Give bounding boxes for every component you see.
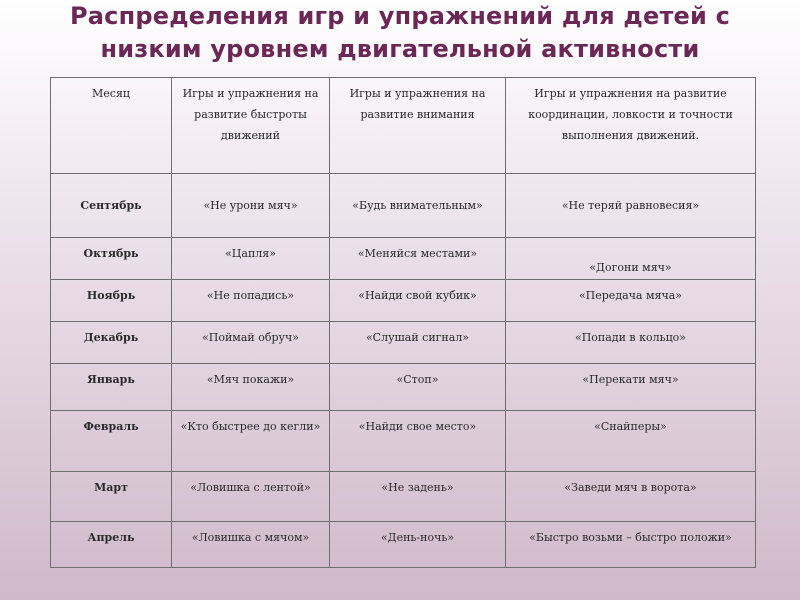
month-cell: Сентябрь: [51, 174, 172, 238]
month-cell: Январь: [51, 364, 172, 411]
attention-game-cell: «Слушай сигнал»: [330, 322, 506, 364]
coordination-game-cell: «Не теряй равновесия»: [506, 174, 756, 238]
speed-game-cell: «Поймай обруч»: [172, 322, 330, 364]
table-row: [51, 322, 756, 364]
coordination-game-cell: «Быстро возьми – быстро положи»: [506, 522, 756, 568]
month-cell: Февраль: [51, 411, 172, 472]
page-title: Распределения игр и упражнений для детей с низким уровнем двигательной активности: [69, 2, 731, 63]
table-header-row: [51, 78, 756, 174]
attention-game-cell: «Стоп»: [330, 364, 506, 411]
month-cell: Декабрь: [51, 322, 172, 364]
coordination-game-cell: «Перекати мяч»: [506, 364, 756, 411]
speed-game-cell: «Не попадись»: [172, 280, 330, 322]
speed-game-cell: «Не урони мяч»: [172, 174, 330, 238]
attention-game-cell: «Найди свое место»: [330, 411, 506, 472]
table-row: [51, 174, 756, 238]
attention-game-cell: «Меняйся местами»: [330, 238, 506, 280]
table-row: [51, 280, 756, 322]
table-row: [51, 411, 756, 472]
coordination-game-cell: «Снайперы»: [506, 411, 756, 472]
coordination-game-cell: «Догони мяч»: [506, 238, 756, 280]
coordination-game-cell: «Заведи мяч в ворота»: [506, 472, 756, 522]
month-cell: Апрель: [51, 522, 172, 568]
speed-game-cell: «Мяч покажи»: [172, 364, 330, 411]
speed-game-cell: «Ловишка с лентой»: [172, 472, 330, 522]
header-month: Месяц: [51, 78, 172, 174]
header-coordination-games: Игры и упражнения на развитие координации, ловкости и точности выполнения движений.: [506, 78, 756, 174]
speed-game-cell: «Кто быстрее до кегли»: [172, 411, 330, 472]
attention-game-cell: «Не задень»: [330, 472, 506, 522]
month-cell: Март: [51, 472, 172, 522]
coordination-game-cell: «Попади в кольцо»: [506, 322, 756, 364]
table-row: [51, 238, 756, 280]
speed-game-cell: «Ловишка с мячом»: [172, 522, 330, 568]
coordination-game-cell: «Передача мяча»: [506, 280, 756, 322]
table-row: [51, 472, 756, 522]
attention-game-cell: «Будь внимательным»: [330, 174, 506, 238]
month-cell: Октябрь: [51, 238, 172, 280]
table-row: [51, 522, 756, 568]
speed-game-cell: «Цапля»: [172, 238, 330, 280]
table-row: [51, 364, 756, 411]
month-cell: Ноябрь: [51, 280, 172, 322]
attention-game-cell: «День-ночь»: [330, 522, 506, 568]
attention-game-cell: «Найди свой кубик»: [330, 280, 506, 322]
games-table: [50, 77, 756, 568]
header-speed-games: Игры и упражнения на развитие быстроты движений: [172, 78, 330, 174]
header-attention-games: Игры и упражнения на развитие внимания: [330, 78, 506, 174]
